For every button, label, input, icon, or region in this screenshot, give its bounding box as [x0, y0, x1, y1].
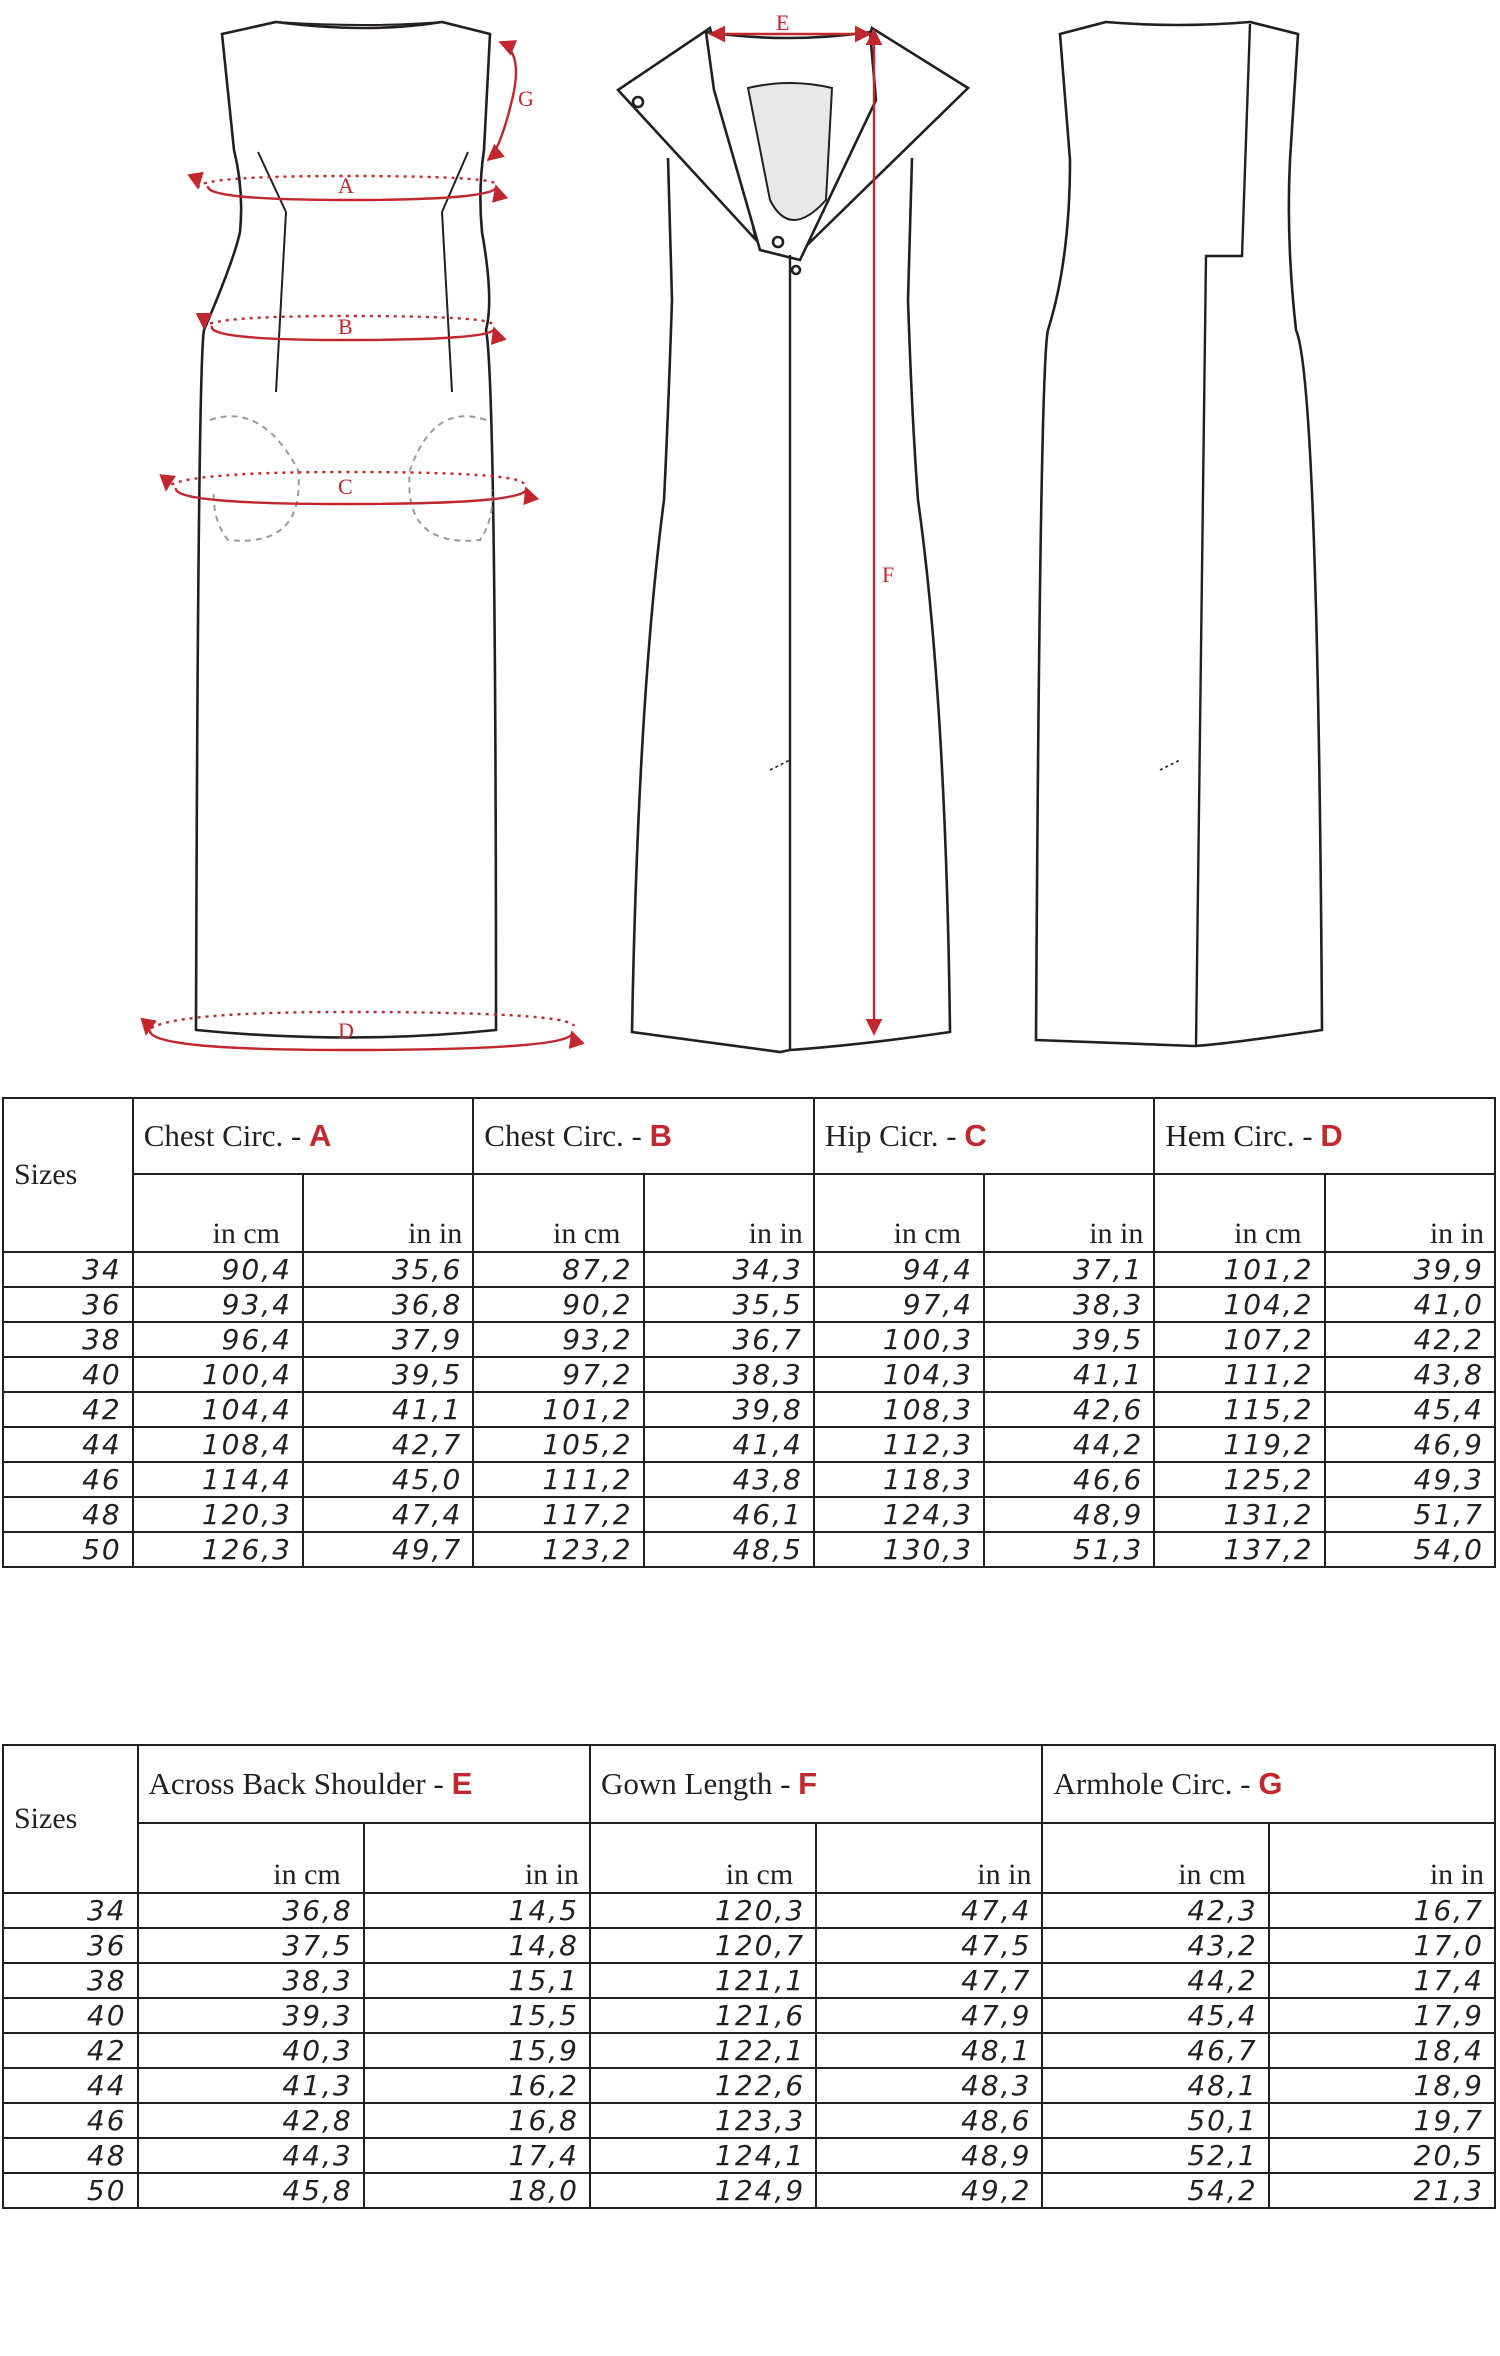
unit-in: in in — [364, 1823, 590, 1893]
unit-in: in in — [984, 1174, 1154, 1252]
sizes-header: Sizes — [3, 1745, 138, 1893]
value-cell: 115,2 — [1154, 1392, 1324, 1427]
table-row — [3, 1357, 1495, 1392]
value-cell: 122,6 — [590, 2068, 816, 2103]
value-cell: 130,3 — [814, 1532, 984, 1567]
column-letter: E — [451, 1766, 473, 1801]
column-title: Hem Circ. - — [1165, 1118, 1321, 1153]
size-cell: 44 — [3, 1427, 133, 1462]
value-cell: 38,3 — [984, 1287, 1154, 1322]
value-cell: 16,2 — [364, 2068, 590, 2103]
value-cell: 131,2 — [1154, 1497, 1324, 1532]
unit-cm: in cm — [133, 1174, 303, 1252]
value-cell: 39,8 — [644, 1392, 814, 1427]
value-cell: 43,8 — [644, 1462, 814, 1497]
value-cell: 114,4 — [133, 1462, 303, 1497]
unit-cm: in cm — [814, 1174, 984, 1252]
value-cell: 42,6 — [984, 1392, 1154, 1427]
value-cell: 52,1 — [1042, 2138, 1268, 2173]
value-cell: 51,3 — [984, 1532, 1154, 1567]
column-letter: B — [649, 1118, 672, 1153]
value-cell: 19,7 — [1269, 2103, 1495, 2138]
sizes-header: Sizes — [3, 1098, 133, 1252]
label-a: A — [338, 173, 354, 198]
value-cell: 123,3 — [590, 2103, 816, 2138]
value-cell: 46,1 — [644, 1497, 814, 1532]
value-cell: 94,4 — [814, 1252, 984, 1287]
unit-in: in in — [644, 1174, 814, 1252]
column-letter: C — [964, 1118, 987, 1153]
unit-cm: in cm — [590, 1823, 816, 1893]
table-row — [3, 1998, 1495, 2033]
column-title: Armhole Circ. - — [1053, 1766, 1259, 1801]
column-title: Hip Cicr. - — [824, 1118, 965, 1153]
column-header-hip-c — [814, 1098, 1155, 1174]
value-cell: 90,2 — [473, 1287, 643, 1322]
size-cell: 40 — [3, 1357, 133, 1392]
table-row — [3, 2033, 1495, 2068]
value-cell: 36,8 — [303, 1287, 473, 1322]
label-g: G — [518, 86, 534, 111]
column-title: Chest Circ. - — [143, 1118, 310, 1153]
value-cell: 48,3 — [816, 2068, 1042, 2103]
value-cell: 41,1 — [303, 1392, 473, 1427]
value-cell: 117,2 — [473, 1497, 643, 1532]
value-cell: 107,2 — [1154, 1322, 1324, 1357]
column-letter: G — [1258, 1766, 1283, 1801]
value-cell: 126,3 — [133, 1532, 303, 1567]
table-row — [3, 1322, 1495, 1357]
table-row — [3, 2138, 1495, 2173]
label-d: D — [338, 1018, 354, 1043]
value-cell: 36,8 — [138, 1893, 364, 1928]
value-cell: 121,1 — [590, 1963, 816, 1998]
value-cell: 37,9 — [303, 1322, 473, 1357]
unit-cm: in cm — [1042, 1823, 1268, 1893]
value-cell: 48,1 — [816, 2033, 1042, 2068]
value-cell: 35,5 — [644, 1287, 814, 1322]
back-view — [1036, 22, 1322, 1046]
value-cell: 39,5 — [303, 1357, 473, 1392]
column-title: Gown Length - — [600, 1766, 799, 1801]
value-cell: 15,9 — [364, 2033, 590, 2068]
value-cell: 45,4 — [1042, 1998, 1268, 2033]
column-letter: D — [1320, 1118, 1343, 1153]
value-cell: 121,6 — [590, 1998, 816, 2033]
measure-b-guide — [212, 326, 494, 340]
size-table-circumferences — [2, 1097, 1496, 1568]
value-cell: 36,7 — [644, 1322, 814, 1357]
size-cell: 34 — [3, 1893, 138, 1928]
value-cell: 46,7 — [1042, 2033, 1268, 2068]
unit-cm: in cm — [1154, 1174, 1324, 1252]
value-cell: 34,3 — [644, 1252, 814, 1287]
size-cell: 42 — [3, 2033, 138, 2068]
size-cell: 34 — [3, 1252, 133, 1287]
value-cell: 37,5 — [138, 1928, 364, 1963]
value-cell: 125,2 — [1154, 1462, 1324, 1497]
value-cell: 41,1 — [984, 1357, 1154, 1392]
value-cell: 120,7 — [590, 1928, 816, 1963]
table-row — [3, 1392, 1495, 1427]
unit-cm: in cm — [473, 1174, 643, 1252]
value-cell: 49,7 — [303, 1532, 473, 1567]
value-cell: 104,3 — [814, 1357, 984, 1392]
value-cell: 100,3 — [814, 1322, 984, 1357]
table-row — [3, 2173, 1495, 2208]
value-cell: 104,4 — [133, 1392, 303, 1427]
table-row — [3, 1252, 1495, 1287]
size-cell: 50 — [3, 2173, 138, 2208]
value-cell: 18,0 — [364, 2173, 590, 2208]
size-cell: 48 — [3, 2138, 138, 2173]
unit-in: in in — [1269, 1823, 1495, 1893]
measure-d-guide — [150, 1030, 572, 1050]
table-row — [3, 1462, 1495, 1497]
label-f: F — [882, 562, 895, 587]
value-cell: 43,2 — [1042, 1928, 1268, 1963]
value-cell: 17,4 — [364, 2138, 590, 2173]
value-cell: 120,3 — [590, 1893, 816, 1928]
table-row — [3, 1893, 1495, 1928]
value-cell: 41,3 — [138, 2068, 364, 2103]
column-header-armhole-g — [1042, 1745, 1495, 1823]
value-cell: 47,5 — [816, 1928, 1042, 1963]
value-cell: 20,5 — [1269, 2138, 1495, 2173]
value-cell: 38,3 — [644, 1357, 814, 1392]
value-cell: 119,2 — [1154, 1427, 1324, 1462]
value-cell: 42,8 — [138, 2103, 364, 2138]
column-header-length-f — [590, 1745, 1042, 1823]
size-cell: 38 — [3, 1322, 133, 1357]
value-cell: 51,7 — [1325, 1497, 1495, 1532]
column-title: Chest Circ. - — [484, 1118, 650, 1153]
value-cell: 123,2 — [473, 1532, 643, 1567]
table-row — [3, 1963, 1495, 1998]
value-cell: 41,4 — [644, 1427, 814, 1462]
value-cell: 90,4 — [133, 1252, 303, 1287]
value-cell: 87,2 — [473, 1252, 643, 1287]
value-cell: 108,4 — [133, 1427, 303, 1462]
label-b: B — [338, 314, 353, 339]
value-cell: 39,9 — [1325, 1252, 1495, 1287]
value-cell: 108,3 — [814, 1392, 984, 1427]
unit-cm: in cm — [138, 1823, 364, 1893]
value-cell: 50,1 — [1042, 2103, 1268, 2138]
value-cell: 137,2 — [1154, 1532, 1324, 1567]
value-cell: 17,9 — [1269, 1998, 1495, 2033]
size-cell: 48 — [3, 1497, 133, 1532]
value-cell: 111,2 — [1154, 1357, 1324, 1392]
unit-in: in in — [303, 1174, 473, 1252]
value-cell: 124,3 — [814, 1497, 984, 1532]
value-cell: 43,8 — [1325, 1357, 1495, 1392]
value-cell: 18,4 — [1269, 2033, 1495, 2068]
unit-in: in in — [1325, 1174, 1495, 1252]
value-cell: 93,4 — [133, 1287, 303, 1322]
value-cell: 15,5 — [364, 1998, 590, 2033]
value-cell: 45,0 — [303, 1462, 473, 1497]
measure-g-guide — [488, 42, 516, 160]
value-cell: 49,2 — [816, 2173, 1042, 2208]
value-cell: 44,2 — [1042, 1963, 1268, 1998]
table-row — [3, 2103, 1495, 2138]
value-cell: 42,2 — [1325, 1322, 1495, 1357]
column-header-hem-d — [1154, 1098, 1495, 1174]
column-header-chest-b — [473, 1098, 814, 1174]
size-cell: 50 — [3, 1532, 133, 1567]
label-e: E — [776, 10, 790, 35]
value-cell: 35,6 — [303, 1252, 473, 1287]
value-cell: 42,3 — [1042, 1893, 1268, 1928]
size-cell: 36 — [3, 1287, 133, 1322]
value-cell: 40,3 — [138, 2033, 364, 2068]
value-cell: 97,4 — [814, 1287, 984, 1322]
column-title: Across Back Shoulder - — [148, 1766, 452, 1801]
value-cell: 54,2 — [1042, 2173, 1268, 2208]
value-cell: 97,2 — [473, 1357, 643, 1392]
measurement-guides — [146, 42, 574, 1050]
open-front-view — [618, 28, 1180, 1052]
value-cell: 105,2 — [473, 1427, 643, 1462]
value-cell: 124,9 — [590, 2173, 816, 2208]
value-cell: 39,3 — [138, 1998, 364, 2033]
value-cell: 118,3 — [814, 1462, 984, 1497]
value-cell: 16,8 — [364, 2103, 590, 2138]
value-cell: 93,2 — [473, 1322, 643, 1357]
value-cell: 18,9 — [1269, 2068, 1495, 2103]
value-cell: 96,4 — [133, 1322, 303, 1357]
size-cell: 46 — [3, 1462, 133, 1497]
value-cell: 47,9 — [816, 1998, 1042, 2033]
value-cell: 16,7 — [1269, 1893, 1495, 1928]
table-row — [3, 1497, 1495, 1532]
value-cell: 100,4 — [133, 1357, 303, 1392]
value-cell: 45,8 — [138, 2173, 364, 2208]
table-row — [3, 1928, 1495, 1963]
size-cell: 40 — [3, 1998, 138, 2033]
column-letter: A — [309, 1118, 332, 1153]
value-cell: 47,4 — [816, 1893, 1042, 1928]
column-header-chest-a — [133, 1098, 474, 1174]
value-cell: 38,3 — [138, 1963, 364, 1998]
value-cell: 48,1 — [1042, 2068, 1268, 2103]
value-cell: 120,3 — [133, 1497, 303, 1532]
column-letter: F — [798, 1766, 818, 1801]
value-cell: 111,2 — [473, 1462, 643, 1497]
value-cell: 14,5 — [364, 1893, 590, 1928]
label-c: C — [338, 474, 353, 499]
size-cell: 42 — [3, 1392, 133, 1427]
value-cell: 44,3 — [138, 2138, 364, 2173]
value-cell: 46,9 — [1325, 1427, 1495, 1462]
value-cell: 47,4 — [303, 1497, 473, 1532]
value-cell: 49,3 — [1325, 1462, 1495, 1497]
value-cell: 45,4 — [1325, 1392, 1495, 1427]
value-cell: 101,2 — [473, 1392, 643, 1427]
value-cell: 124,1 — [590, 2138, 816, 2173]
table-row — [3, 2068, 1495, 2103]
value-cell: 37,1 — [984, 1252, 1154, 1287]
table-row — [3, 1287, 1495, 1322]
table-row — [3, 1427, 1495, 1462]
size-cell: 36 — [3, 1928, 138, 1963]
size-cell: 44 — [3, 2068, 138, 2103]
table-row — [3, 1532, 1495, 1567]
value-cell: 48,6 — [816, 2103, 1042, 2138]
value-cell: 122,1 — [590, 2033, 816, 2068]
unit-in: in in — [816, 1823, 1042, 1893]
value-cell: 15,1 — [364, 1963, 590, 1998]
value-cell: 21,3 — [1269, 2173, 1495, 2208]
value-cell: 101,2 — [1154, 1252, 1324, 1287]
dress-technical-drawing — [0, 0, 1500, 1070]
value-cell: 17,4 — [1269, 1963, 1495, 1998]
value-cell: 48,9 — [816, 2138, 1042, 2173]
value-cell: 41,0 — [1325, 1287, 1495, 1322]
value-cell: 112,3 — [814, 1427, 984, 1462]
value-cell: 54,0 — [1325, 1532, 1495, 1567]
value-cell: 46,6 — [984, 1462, 1154, 1497]
value-cell: 47,7 — [816, 1963, 1042, 1998]
column-header-shoulder-e — [138, 1745, 590, 1823]
value-cell: 17,0 — [1269, 1928, 1495, 1963]
size-cell: 38 — [3, 1963, 138, 1998]
value-cell: 48,9 — [984, 1497, 1154, 1532]
value-cell: 14,8 — [364, 1928, 590, 1963]
value-cell: 39,5 — [984, 1322, 1154, 1357]
value-cell: 48,5 — [644, 1532, 814, 1567]
value-cell: 42,7 — [303, 1427, 473, 1462]
value-cell: 44,2 — [984, 1427, 1154, 1462]
size-cell: 46 — [3, 2103, 138, 2138]
size-table-length-shoulder-armhole — [2, 1744, 1496, 2209]
value-cell: 104,2 — [1154, 1287, 1324, 1322]
